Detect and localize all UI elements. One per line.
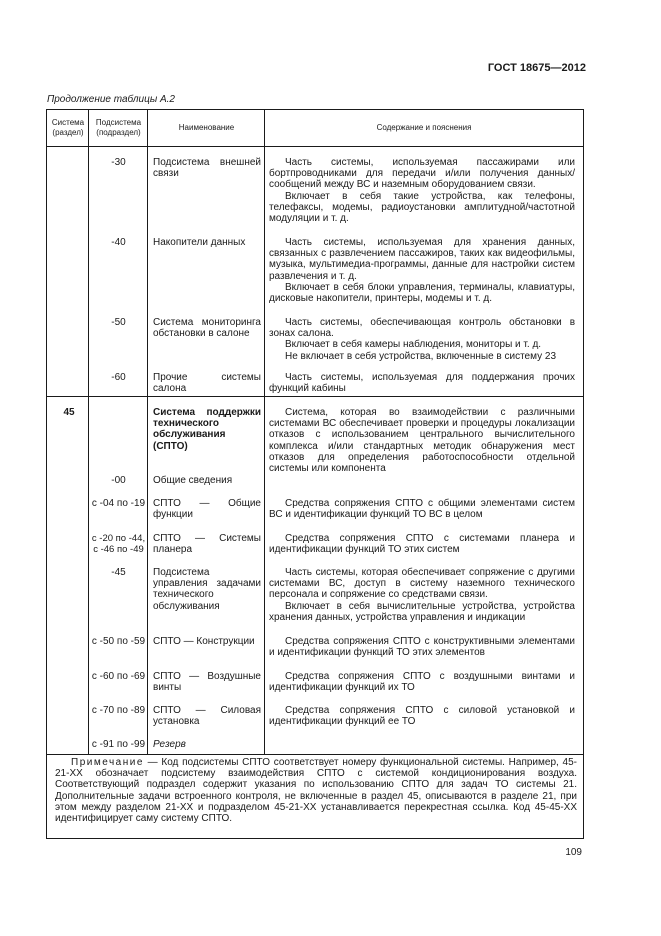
note-paragraph — [55, 757, 577, 824]
content-paragraph: Средства сопряжения СПТО с общими элементами систем ВС и идентификации функций ТО ВС в целом — [269, 498, 575, 521]
subsystem-code: с -91 по -99 — [91, 739, 146, 750]
row-name: СПТО — Системы планера — [153, 533, 261, 556]
row-name: Подсистема управления задачами технического обслуживания — [153, 567, 261, 612]
subsystem-code: с -50 по -59 — [91, 636, 146, 647]
subsystem-code: -45 — [111, 567, 126, 578]
col-header-content: Содержание и пояснения — [376, 123, 472, 132]
note-text: — Код подсистемы СПТО соответствует номеру функциональной системы. Например, 45-21-ХХ обозначает подсистему взаимодействия СПТО с системой кондиционирования воздуха. Соответствующий подраздел содержит указания по использованию СПТО для задач ТО системы 21. Дополнительные задачи встроенного контроля, не включенные в раздел 45, описываются в разделе 21, при этом между разделом 21-ХХ и подразделом 45-21-ХХ устанавливается перекрестная ссылка. Код 45-45-ХХ идентифицирует саму систему СПТО. — [55, 757, 577, 825]
row-content — [269, 498, 575, 520]
subsystem-code: с -04 по -19 — [91, 498, 146, 509]
standard-number: ГОСТ 18675—2012 — [487, 62, 586, 74]
content-paragraph: Часть системы, обеспечивающая контроль обстановки в зонах салона. — [269, 317, 575, 340]
row-content — [269, 533, 575, 555]
column-divider — [264, 110, 265, 754]
content-paragraph: Часть системы, которая обеспечивает сопряжение с другими системами ВС, доступ в систему наземного технического персонала и сопряжение со средствами связи. — [269, 567, 575, 601]
subsystem-code-line: с -20 по -44, — [91, 533, 146, 544]
content-paragraph: Средства сопряжения СПТО с конструктивными элементами и идентификации функций ТО этих элементов — [269, 636, 575, 659]
table-continuation-caption: Продолжение таблицы А.2 — [47, 94, 175, 105]
subsystem-code-line: с -46 по -49 — [93, 544, 144, 556]
row-name: Общие сведения — [153, 475, 233, 486]
subsystem-code — [91, 533, 146, 555]
content-paragraph: Включает в себя камеры наблюдения, мониторы и т. д. — [285, 339, 542, 351]
row-content — [269, 407, 575, 474]
subsystem-code: -40 — [111, 237, 126, 248]
table-header — [47, 110, 583, 147]
row-name: Резерв — [153, 739, 186, 750]
table-note — [55, 757, 577, 824]
row-name: Система поддержки технического обслуживания (СПТО) — [153, 407, 261, 452]
subsystem-code: с -60 по -69 — [91, 671, 146, 682]
subsystem-code: -60 — [111, 372, 126, 383]
content-paragraph: Включает в себя вычислительные устройства, устройства хранения данных, устройства управления и индикации — [269, 600, 575, 623]
col-header-name: Наименование — [178, 123, 235, 132]
row-name: СПТО — Воздушные винты — [153, 671, 261, 694]
content-paragraph: Не включает в себя устройства, включенные в систему 23 — [285, 350, 557, 362]
subsystem-code: -50 — [111, 317, 126, 328]
content-paragraph: Часть системы, используемая для поддержания прочих функций кабины — [269, 372, 575, 395]
content-paragraph: Средства сопряжения СПТО с силовой установкой и идентификации функций ее ТО — [269, 705, 575, 728]
row-name: Система мониторинга обстановки в салоне — [153, 317, 261, 340]
row-name: СПТО — Общие функции — [153, 498, 261, 521]
content-paragraph: Средства сопряжения СПТО с системами планера и идентификации функций ТО этих систем — [269, 533, 575, 556]
content-paragraph: Включает в себя блоки управления, терминалы, клавиатуры, дисковые накопители, принтеры, модемы и т. д. — [269, 281, 575, 305]
row-name: Подсистема внешней связи — [153, 157, 261, 180]
table-a2 — [46, 109, 584, 839]
content-paragraph: Средства сопряжения СПТО с воздушными винтами и идентификации функций их ТО — [269, 671, 575, 694]
row-content — [269, 372, 575, 394]
row-name: Прочие системы салона — [153, 372, 261, 395]
row-name: СПТО — Силовая установка — [153, 705, 261, 728]
col-header-subsystem: Подсистема (подраздел) — [95, 118, 142, 137]
row-content — [269, 636, 575, 658]
row-content — [269, 705, 575, 727]
column-divider — [88, 110, 89, 754]
subsystem-code: -00 — [111, 475, 126, 486]
row-content — [269, 157, 575, 224]
section-divider — [47, 396, 583, 397]
row-name: Накопители данных — [153, 237, 246, 248]
subsystem-code: с -70 по -89 — [91, 705, 146, 716]
row-content — [269, 567, 575, 623]
column-divider — [147, 110, 148, 754]
content-paragraph: Часть системы, используемая для хранения данных, связанных с развлечением пассажиров, таких как видеофильмы, музыка, мультимедиа-программы, данные для настройки систем развлечения и т. д. — [269, 237, 575, 282]
page-number: 109 — [565, 847, 582, 858]
row-content — [269, 671, 575, 693]
row-content — [269, 237, 575, 304]
row-name: СПТО — Конструкции — [153, 636, 255, 647]
subsystem-code: -30 — [111, 157, 126, 168]
col-header-system: Система (раздел) — [51, 118, 85, 137]
row-content — [269, 317, 575, 362]
content-paragraph: Часть системы, используемая пассажирами или бортпроводниками для передачи и/или получения данных/сообщений между ВС и наземным оборудованием связи. — [269, 157, 575, 191]
system-code: 45 — [63, 407, 75, 418]
content-paragraph: Система, которая во взаимодействии с различными системами ВС обеспечивает проверки и процедуры локализации отказов с использованием центрального вычислительного комплекса и/или стандартных методик обнаружения мест отказов для определения работоспособности отдельной системы или компонента — [269, 407, 575, 475]
content-paragraph: Включает в себя такие устройства, как телефоны, телефаксы, модемы, радиоустановки амплитудной/частотной модуляции и т. д. — [269, 190, 575, 225]
note-label: Примечание — [71, 757, 144, 768]
note-divider — [47, 754, 583, 755]
